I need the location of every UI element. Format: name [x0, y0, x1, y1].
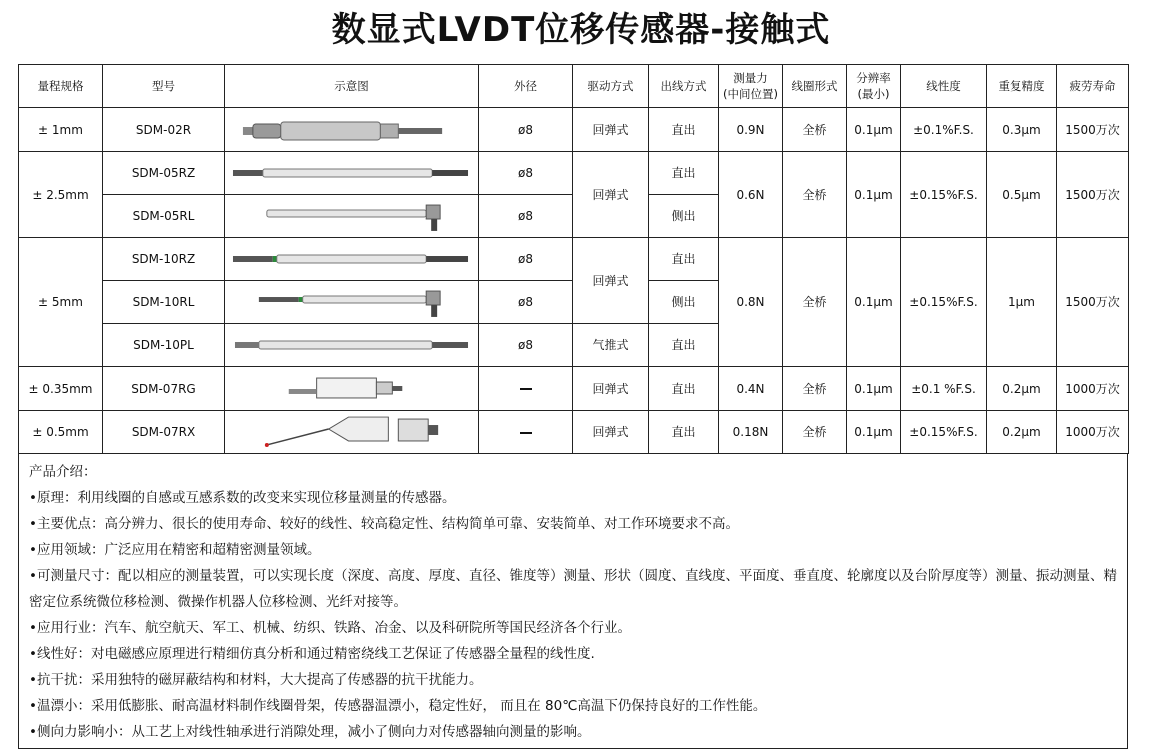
diameter-cell: ø8	[479, 108, 573, 152]
linearity-cell: ±0.1%F.S.	[901, 108, 987, 152]
dash-icon	[520, 432, 532, 434]
table-row	[19, 152, 1129, 195]
outlet-cell: 直出	[649, 108, 719, 152]
range-cell: ± 0.35mm	[19, 367, 103, 411]
repeatability-cell: 0.2μm	[987, 411, 1057, 454]
table-row	[19, 108, 1129, 152]
repeatability-cell: 0.2μm	[987, 367, 1057, 411]
resolution-cell: 0.1μm	[847, 367, 901, 411]
intro-line: •应用领域：广泛应用在精密和超精密测量领域。	[29, 542, 321, 558]
range-cell: ± 5mm	[19, 238, 103, 367]
header-range: 量程规格	[19, 65, 103, 108]
range-cell: ± 1mm	[19, 108, 103, 152]
force-cell: 0.4N	[719, 367, 783, 411]
resolution-cell: 0.1μm	[847, 238, 901, 367]
header-resolution-line2: (最小)	[857, 87, 890, 101]
linearity-cell: ±0.1 %F.S.	[901, 367, 987, 411]
sensor-sdm-10pl-image	[229, 328, 474, 362]
model-cell: SDM-07RX	[103, 411, 225, 454]
model-cell: SDM-05RL	[103, 195, 225, 238]
sensor-sdm-07rg-image	[229, 372, 474, 406]
range-cell: ± 0.5mm	[19, 411, 103, 454]
outlet-cell: 直出	[649, 411, 719, 454]
fatigue-cell: 1000万次	[1057, 367, 1129, 411]
diameter-cell: ø8	[479, 238, 573, 281]
header-linearity: 线性度	[901, 65, 987, 108]
header-model: 型号	[103, 65, 225, 108]
resolution-cell: 0.1μm	[847, 108, 901, 152]
table-row	[19, 367, 1129, 411]
sensor-sdm-05rl-image	[229, 199, 474, 233]
outlet-cell: 直出	[649, 238, 719, 281]
diameter-cell: ø8	[479, 324, 573, 367]
sensor-sdm-10rl-image	[229, 285, 474, 319]
coil-cell: 全桥	[783, 108, 847, 152]
header-repeatability: 重复精度	[987, 65, 1057, 108]
header-drive: 驱动方式	[573, 65, 649, 108]
spec-table	[18, 64, 1129, 454]
intro-line: •抗干扰：采用独特的磁屏蔽结构和材料，大大提高了传感器的抗干扰能力。	[29, 672, 483, 688]
sensor-diagram-sdm-05rl	[225, 195, 479, 238]
header-outlet: 出线方式	[649, 65, 719, 108]
linearity-cell: ±0.15%F.S.	[901, 411, 987, 454]
linearity-cell: ±0.15%F.S.	[901, 238, 987, 367]
diameter-cell: ø8	[479, 152, 573, 195]
model-cell: SDM-10PL	[103, 324, 225, 367]
model-cell: SDM-07RG	[103, 367, 225, 411]
resolution-cell: 0.1μm	[847, 152, 901, 238]
header-force	[719, 65, 783, 108]
repeatability-cell: 0.5μm	[987, 152, 1057, 238]
sensor-diagram-sdm-10rl	[225, 281, 479, 324]
sensor-sdm-10rz-image	[229, 242, 474, 276]
header-force-line2: (中间位置)	[723, 87, 778, 101]
drive-cell: 回弹式	[573, 108, 649, 152]
sensor-diagram-sdm-10rz	[225, 238, 479, 281]
sensor-diagram-sdm-02r	[225, 108, 479, 152]
fatigue-cell: 1500万次	[1057, 238, 1129, 367]
intro-line: •侧向力影响小：从工艺上对线性轴承进行消隙处理，减小了侧向力对传感器轴向测量的影响。	[29, 724, 591, 740]
intro-line: •应用行业：汽车、航空航天、军工、机械、纺织、铁路、冶金、以及科研院所等国民经济各个行业。	[29, 620, 631, 636]
diameter-cell	[479, 411, 573, 454]
linearity-cell: ±0.15%F.S.	[901, 152, 987, 238]
coil-cell: 全桥	[783, 411, 847, 454]
sensor-diagram-sdm-10pl	[225, 324, 479, 367]
header-force-line1: 测量力	[733, 71, 768, 85]
table-row	[19, 411, 1129, 454]
fatigue-cell: 1000万次	[1057, 411, 1129, 454]
drive-cell: 回弹式	[573, 367, 649, 411]
resolution-cell: 0.1μm	[847, 411, 901, 454]
force-cell: 0.8N	[719, 238, 783, 367]
intro-heading: 产品介绍：	[29, 464, 97, 480]
coil-cell: 全桥	[783, 367, 847, 411]
drive-cell: 回弹式	[573, 238, 649, 324]
drive-cell: 回弹式	[573, 411, 649, 454]
dash-icon	[520, 388, 532, 390]
drive-cell: 气推式	[573, 324, 649, 367]
outlet-cell: 侧出	[649, 195, 719, 238]
intro-line: •主要优点：高分辨力、很长的使用寿命、较好的线性、较高稳定性、结构简单可靠、安装简单、对工作环境要求不高。	[29, 516, 739, 532]
repeatability-cell: 0.3μm	[987, 108, 1057, 152]
diameter-cell	[479, 367, 573, 411]
sensor-sdm-02r-image	[229, 113, 474, 147]
force-cell: 0.18N	[719, 411, 783, 454]
fatigue-cell: 1500万次	[1057, 108, 1129, 152]
header-diagram: 示意图	[225, 65, 479, 108]
coil-cell: 全桥	[783, 152, 847, 238]
header-coil: 线圈形式	[783, 65, 847, 108]
sensor-sdm-05rz-image	[229, 156, 474, 190]
header-fatigue: 疲劳寿命	[1057, 65, 1129, 108]
diameter-cell: ø8	[479, 281, 573, 324]
sensor-sdm-07rx-image	[229, 415, 474, 449]
sensor-diagram-sdm-07rg	[225, 367, 479, 411]
drive-cell: 回弹式	[573, 152, 649, 238]
intro-line: •可测量尺寸：配以相应的测量装置，可以实现长度（深度、高度、厚度、直径、锥度等）测量、形状（圆度、直线度、平面度、垂直度、轮廓度以及台阶厚度等）测量、振动测量、精密定位系统微位移检测、微操作机器人位移检测、光纤对接等。	[29, 568, 1117, 610]
outlet-cell: 直出	[649, 367, 719, 411]
sensor-diagram-sdm-05rz	[225, 152, 479, 195]
intro-line: •原理：利用线圈的自感或互感系数的改变来实现位移量测量的传感器。	[29, 490, 456, 506]
outlet-cell: 直出	[649, 152, 719, 195]
intro-line: •线性好：对电磁感应原理进行精细仿真分析和通过精密绕线工艺保证了传感器全量程的线性度.	[29, 646, 595, 662]
sensor-diagram-sdm-07rx	[225, 411, 479, 454]
outlet-cell: 侧出	[649, 281, 719, 324]
model-cell: SDM-05RZ	[103, 152, 225, 195]
coil-cell: 全桥	[783, 238, 847, 367]
force-cell: 0.6N	[719, 152, 783, 238]
fatigue-cell: 1500万次	[1057, 152, 1129, 238]
table-row	[19, 238, 1129, 281]
repeatability-cell: 1μm	[987, 238, 1057, 367]
header-resolution	[847, 65, 901, 108]
model-cell: SDM-10RZ	[103, 238, 225, 281]
page-title: 数显式LVDT位移传感器-接触式	[331, 10, 831, 50]
intro-line: •温漂小：采用低膨胀、耐高温材料制作线圈骨架，传感器温漂小，稳定性好， 而且在 80℃高温下仍保持良好的工作性能。	[29, 698, 767, 714]
model-cell: SDM-02R	[103, 108, 225, 152]
outlet-cell: 直出	[649, 324, 719, 367]
header-diameter: 外径	[479, 65, 573, 108]
diameter-cell: ø8	[479, 195, 573, 238]
product-intro	[18, 453, 1128, 749]
force-cell: 0.9N	[719, 108, 783, 152]
header-resolution-line1: 分辨率	[856, 71, 891, 85]
model-cell: SDM-10RL	[103, 281, 225, 324]
range-cell: ± 2.5mm	[19, 152, 103, 238]
header-row	[19, 65, 1129, 108]
